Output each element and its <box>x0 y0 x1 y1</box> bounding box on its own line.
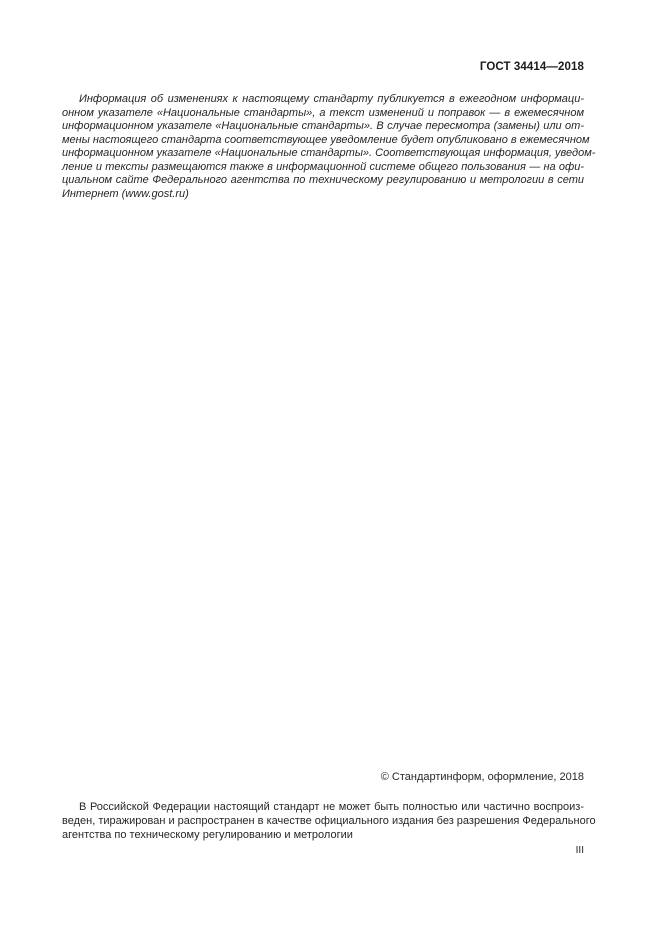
paragraph-line: циальном сайте Федерального агентства по техническому регулированию и метрологии в сети <box>62 174 584 186</box>
paragraph-line: В Российской Федерации настоящий стандарт не может быть полностью или частично воспроиз- <box>79 801 584 813</box>
reproduction-rights-paragraph <box>62 800 596 842</box>
copyright-notice: © Стандартинформ, оформление, 2018 <box>380 771 584 783</box>
paragraph-line: агентства по техническому регулированию и метрологии <box>62 829 353 841</box>
page-number: III <box>575 845 584 856</box>
paragraph-line: Информация об изменениях к настоящему стандарту публикуется в ежегодном информаци- <box>79 93 584 105</box>
paragraph-line: Интернет (www.gost.ru) <box>62 187 189 200</box>
paragraph-line: мены настоящего стандарта соответствующее уведомление будет опубликовано в ежемесячном <box>62 133 590 146</box>
paragraph-line: информационном указателе «Национальные стандарты». В случае пересмотра (замены) или от- <box>62 120 584 132</box>
document-code-header: ГОСТ 34414—2018 <box>479 61 584 73</box>
paragraph-line: веден, тиражирован и распространен в качестве официального издания без разрешения Федерального <box>62 815 596 827</box>
paragraph-line: информационном указателе «Национальные стандарты». Соответствующая информация, уведом- <box>62 147 596 159</box>
paragraph-line: онном указателе «Национальные стандарты», а текст изменений и поправок — в ежемесячном <box>62 106 584 119</box>
paragraph-line: ление и тексты размещаются также в информационной системе общего пользования — на офи- <box>62 160 584 173</box>
amendments-info-paragraph <box>62 93 596 201</box>
